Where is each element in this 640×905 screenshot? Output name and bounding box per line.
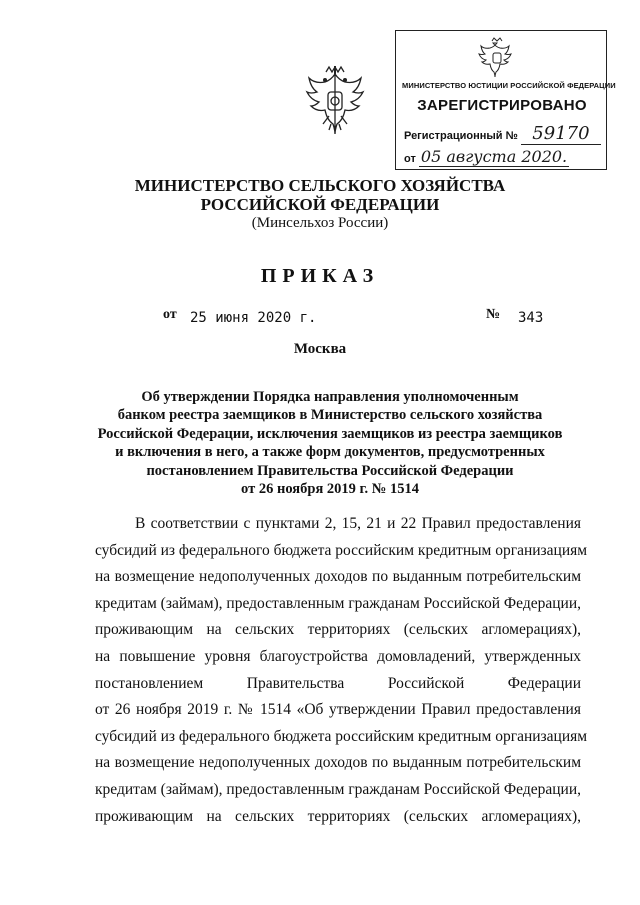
body-line: проживающим на сельских территориях (сельских агломерациях),: [95, 807, 581, 825]
body-line: кредитам (займам), предоставленным гражданам Российской Федерации,: [95, 594, 581, 612]
body-line: на возмещение недополученных доходов по выданным потребительским: [95, 568, 581, 586]
order-subject: [80, 388, 580, 498]
stamp-emblem-icon: [478, 35, 516, 77]
subject-line: Российской Федерации, исключения заемщиков из реестра заемщиков: [97, 425, 563, 442]
stamp-date-prefix: от: [404, 153, 416, 165]
order-number: 343: [518, 310, 544, 326]
body-line: на повышение уровня благоустройства домовладений, утвержденных: [95, 647, 581, 665]
subject-line: Об утверждении Порядка направления уполномоченным: [141, 389, 519, 405]
registration-stamp: [395, 30, 616, 170]
document-type-title: ПРИКАЗ: [260, 265, 380, 287]
stamp-registration-date: [404, 147, 569, 167]
stamp-ministry-name: МИНИСТЕРСТВО ЮСТИЦИИ РОССИЙСКОЙ ФЕДЕРАЦИИ: [402, 81, 616, 90]
body-line: постановлением Правительства Российской Федерации: [95, 674, 581, 692]
stamp-status: ЗАРЕГИСТРИРОВАНО: [417, 97, 587, 114]
ministry-short-name: (Минсельхоз России): [251, 215, 389, 231]
order-number-label: №: [486, 307, 501, 322]
body-line: проживающим на сельских территориях (сельских агломерациях),: [95, 621, 581, 639]
subject-line: постановлением Правительства Российской Федерации: [146, 462, 514, 479]
body-line: В соответствии с пунктами 2, 15, 21 и 22 Правил предоставления: [135, 515, 581, 532]
order-date-label: от: [163, 307, 177, 322]
coat-of-arms-icon: [301, 62, 369, 140]
body-line: субсидий из федерального бюджета российским кредитным организациям: [95, 541, 588, 559]
order-body-text: [95, 511, 588, 830]
order-city: Москва: [293, 341, 347, 357]
ministry-name-line1: МИНИСТЕРСТВО СЕЛЬСКОГО ХОЗЯЙСТВА: [134, 176, 506, 195]
subject-line: и включения в него, а также форм документов, предусмотренных: [115, 444, 545, 461]
body-line: кредитам (займам), предоставленным гражданам Российской Федерации,: [95, 780, 581, 798]
body-line: от 26 ноября 2019 г. № 1514 «Об утверждении Правил предоставления: [95, 701, 581, 719]
order-date: 25 июня 2020 г.: [190, 310, 317, 326]
stamp-reg-number-handwritten: 59170: [521, 123, 601, 145]
body-line: субсидий из федерального бюджета российским кредитным организациям: [95, 727, 588, 745]
stamp-date-handwritten: 05 августа 2020.: [420, 147, 568, 166]
stamp-registration-number: [404, 123, 601, 145]
body-line: на возмещение недополученных доходов по выданным потребительским: [95, 754, 581, 772]
subject-line: банком реестра заемщиков в Министерство сельского хозяйства: [117, 407, 543, 424]
subject-line: от 26 ноября 2019 г. № 1514: [241, 481, 419, 498]
stamp-reg-label: Регистрационный №: [404, 130, 518, 142]
ministry-name-line2: РОССИЙСКОЙ ФЕДЕРАЦИИ: [200, 195, 440, 214]
